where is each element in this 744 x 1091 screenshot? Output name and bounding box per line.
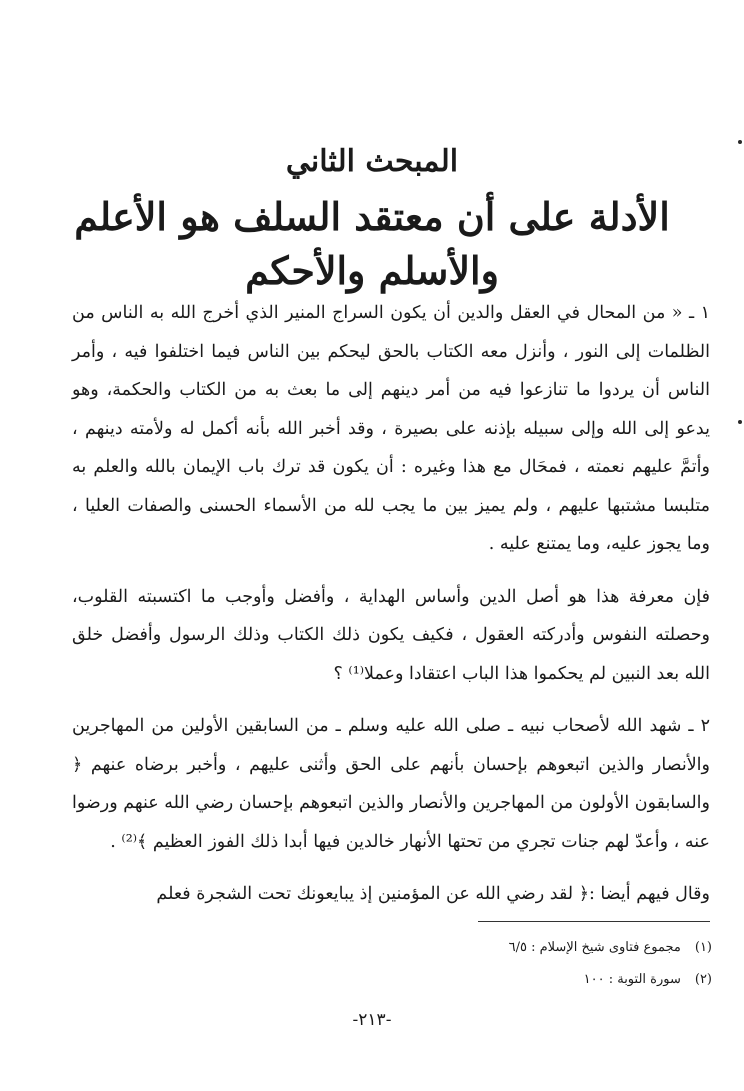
footnote-1 — [360, 932, 712, 964]
body-text — [72, 294, 710, 914]
footnote-separator — [478, 921, 710, 922]
footnote-number: (٢) — [694, 972, 712, 987]
paragraph-4: وقال فيهم أيضا :﴿ لقد رضي الله عن المؤمنين إذ يبايعونك تحت الشجرة فعلم — [156, 884, 710, 904]
footnote-text: سورة التوبة : ١٠٠ — [583, 972, 681, 987]
section-title-line-1: الأدلة على أن معتقد السلف هو الأعلم — [74, 194, 670, 239]
paragraph-2: فإن معرفة هذا هو أصل الدين وأساس الهداية ، وأفضل وأوجب ما اكتسبته القلوب، وحصلته النفوس وأدركته العقول ، فكيف يكون ذلك الكتاب وذلك الرسول وأفضل خلق الله بعد النبين لم يحكموا هذا الباب اعتقادا وعملا⁽¹⁾ ؟ — [72, 586, 710, 684]
paragraph-1: ١ ـ « من المحال في العقل والدين أن يكون السراج المنير الذي أخرج الله به الناس من الظلمات إلى النور ، وأنزل معه الكتاب بالحق ليحكم بين الناس فيما اختلفوا فيه ، وأمر الناس أن يردوا ما تنازعوا فيه من أمر دينهم إلى ما بعث به من الكتاب والحكمة، وهو يدعو إلى الله وإلى سبيله بإذنه على بصيرة ، وقد أخبر الله بأنه أكمل له ولأمته دينهم ، وأتمَّ عليهم نعمته ، فمحَال مع هذا وغيره : أن يكون قد ترك باب الإيمان بالله والعلم به متلبسا مشتبها عليهم ، ولم يميز بين ما يجب لله من الأسماء الحسنى والصفات العليا ، وما يجوز عليه، وما يمتنع عليه . — [72, 303, 710, 554]
footnote-text: مجموع فتاوى شيخ الإسلام : ٦/٥ — [508, 940, 681, 955]
scan-speck — [738, 140, 742, 144]
page-number: -٢١٣- — [352, 1010, 392, 1030]
footnote-number: (١) — [694, 940, 712, 955]
section-subtitle: المبحث الثاني — [285, 144, 459, 179]
footnotes — [360, 932, 712, 996]
section-title-line-2: والأسلم والأحكم — [245, 248, 499, 293]
footnote-2 — [360, 964, 712, 996]
scan-speck — [738, 420, 742, 424]
section-heading — [60, 140, 684, 298]
paragraph-3: ٢ ـ شهد الله لأصحاب نبيه ـ صلى الله عليه وسلم ـ من السابقين الأولين من المهاجرين والأنصار والذين اتبعوهم بإحسان بأنهم على الحق وأثنى عليهم ، وأخبر برضاه عنهم ﴿ والسابقون الأولون من المهاجرين والأنصار والذين اتبعوهم بإحسان رضي الله عنهم ورضوا عنه ، وأعدّ لهم جنات تجري من تحتها الأنهار خالدين فيها أبدا ذلك الفوز العظيم ﴾⁽²⁾ . — [72, 716, 710, 852]
